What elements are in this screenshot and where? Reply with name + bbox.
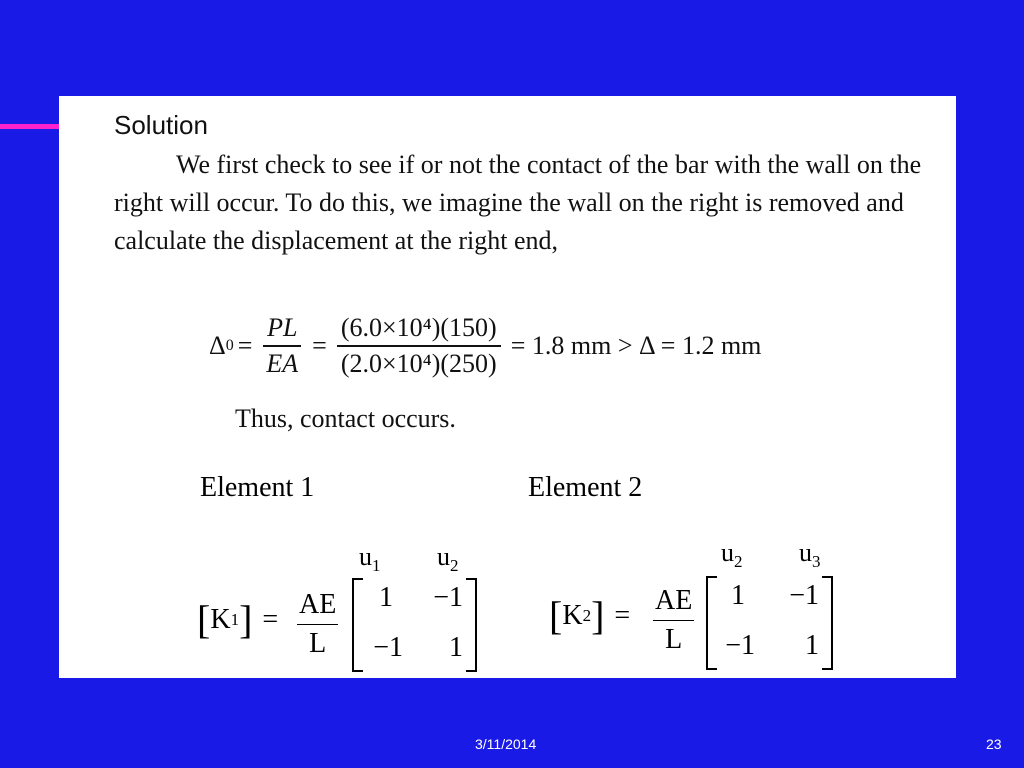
- content-panel: [59, 96, 956, 678]
- matrix-cell: 1: [731, 580, 745, 611]
- ae-over-l-fraction: $\frac{AE}{L}$: [653, 582, 694, 659]
- page-number: 23: [986, 736, 1002, 752]
- matrix-cell: 1: [449, 632, 463, 663]
- accent-rule: [0, 124, 60, 129]
- matrix-cell: −1: [433, 582, 463, 613]
- element-1-label: Element 1: [200, 472, 315, 503]
- delta-subscript: 0: [225, 337, 234, 354]
- matrix-cell: 1: [379, 582, 393, 613]
- solution-heading: Solution: [114, 110, 208, 140]
- numeric-fraction: [337, 311, 501, 381]
- pl-ea-fraction: [262, 311, 302, 381]
- k-matrix-label: [ K 2 ] =: [549, 593, 631, 638]
- fraction-denominator: EA: [266, 349, 299, 378]
- column-header-2: $u_2$: [437, 542, 459, 576]
- equation-result: = 1.8 mm > Δ = 1.2 mm: [510, 331, 762, 360]
- element-2-label: Element 2: [528, 472, 643, 503]
- stiffness-matrix-2: [549, 538, 849, 677]
- column-header-1: $u_2$: [721, 538, 743, 572]
- displacement-equation: [209, 306, 765, 386]
- matrix-cell: −1: [725, 630, 755, 661]
- fraction-numerator: PL: [263, 311, 301, 347]
- numeric-numerator: (6.0×10⁴)(150): [337, 311, 501, 347]
- column-header-2: $u_3$: [799, 538, 821, 572]
- stiffness-matrix-1: [197, 542, 497, 677]
- footer-date: 3/11/2014: [475, 736, 537, 752]
- conclusion-text: Thus, contact occurs.: [235, 404, 456, 433]
- solution-paragraph: We first check to see if or not the contact of the bar with the wall on the right will occur. To do this, we imagine the wall on the right is removed and calculate the displacement at the right end,: [114, 150, 922, 255]
- matrix-cell: −1: [373, 632, 403, 663]
- delta-symbol: Δ: [209, 331, 226, 360]
- column-header-1: $u_1$: [359, 542, 381, 576]
- matrix-right-bracket: [466, 578, 477, 672]
- matrix-cell: 1: [805, 630, 819, 661]
- ae-over-l-fraction: $\frac{AE}{L}$: [297, 586, 338, 663]
- k-matrix-label: [ K 1 ] =: [197, 597, 279, 642]
- equals-sign-2: =: [312, 331, 327, 360]
- matrix-cell: −1: [789, 580, 819, 611]
- equals-sign-1: =: [237, 331, 253, 360]
- numeric-denominator: (2.0×10⁴)(250): [340, 349, 497, 378]
- matrix-right-bracket: [822, 576, 833, 670]
